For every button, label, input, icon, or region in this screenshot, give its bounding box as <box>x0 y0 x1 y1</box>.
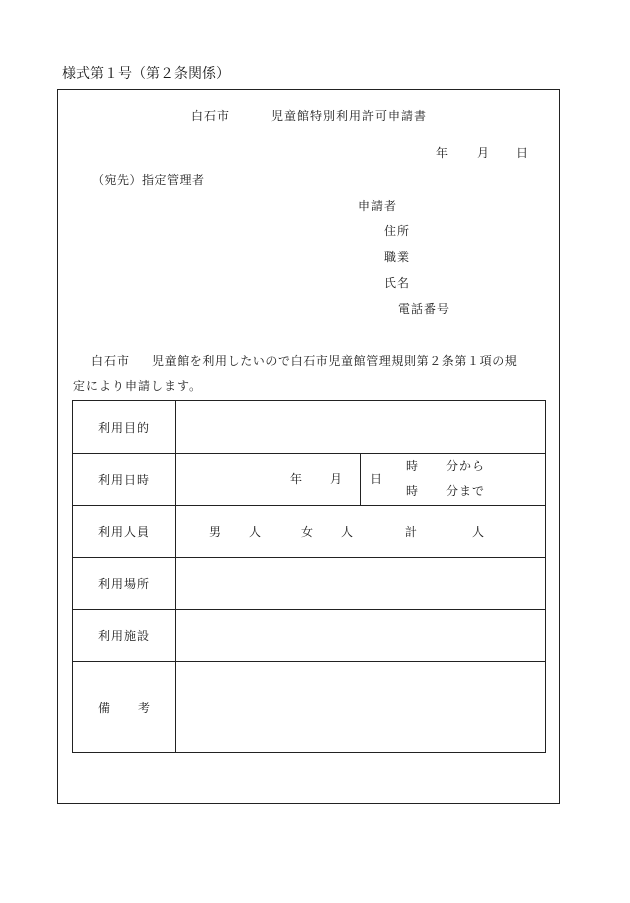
date-day: 日 <box>516 146 530 160</box>
applicant-phone-label: 電話番号 <box>398 302 451 316</box>
body-city: 白石市 <box>91 354 131 368</box>
datetime-year: 年 <box>290 472 304 486</box>
row-place <box>73 557 546 609</box>
place-field[interactable] <box>176 557 546 609</box>
datetime-day: 日 <box>370 472 384 486</box>
male-label: 男 <box>209 524 223 539</box>
time-until: 分まで <box>446 484 486 498</box>
applicant-heading: 申請者 <box>358 199 398 213</box>
time-hour-1: 時 <box>406 459 420 473</box>
total-label: 計 <box>405 524 419 539</box>
place-label: 利用場所 <box>73 557 176 609</box>
facility-field[interactable] <box>176 609 546 661</box>
row-facility <box>73 609 546 661</box>
date-field[interactable] <box>176 454 384 506</box>
body-text-line1: 児童館を利用したいので白石市児童館管理規則第２条第１項の規 <box>152 354 518 368</box>
applicant-address-label: 住所 <box>384 224 411 238</box>
purpose-field[interactable] <box>176 401 546 454</box>
body-text-line2: 定により申請します。 <box>73 379 203 393</box>
addressee: （宛先）指定管理者 <box>92 173 205 187</box>
row-people <box>73 505 546 557</box>
purpose-label: 利用目的 <box>73 401 176 454</box>
row-datetime <box>73 454 546 505</box>
time-hour-2: 時 <box>406 484 420 498</box>
form-title: 児童館特別利用許可申請書 <box>271 109 428 123</box>
application-table <box>72 400 546 753</box>
applicant-name-label: 氏名 <box>384 276 411 290</box>
facility-label: 利用施設 <box>73 609 176 661</box>
datetime-label: 利用日時 <box>73 454 176 506</box>
form-number: 様式第１号（第２条関係） <box>62 66 230 82</box>
applicant-occupation-label: 職業 <box>384 250 411 264</box>
remarks-label <box>73 661 176 752</box>
remarks-label-1: 備 <box>98 700 112 715</box>
female-label: 女 <box>301 524 315 539</box>
people-field[interactable] <box>176 505 546 557</box>
total-unit: 人 <box>472 524 486 539</box>
date-year: 年 <box>436 146 450 160</box>
datetime-month: 月 <box>330 472 344 486</box>
remarks-field[interactable] <box>176 661 546 752</box>
time-from: 分から <box>446 459 486 473</box>
row-remarks <box>73 661 546 752</box>
title-city: 白石市 <box>191 109 231 123</box>
male-unit: 人 <box>249 524 263 539</box>
female-unit: 人 <box>341 524 355 539</box>
remarks-label-2: 考 <box>138 700 152 715</box>
time-from-field[interactable] <box>361 454 546 505</box>
row-purpose <box>73 401 546 454</box>
date-month: 月 <box>477 146 491 160</box>
people-label: 利用人員 <box>73 505 176 557</box>
